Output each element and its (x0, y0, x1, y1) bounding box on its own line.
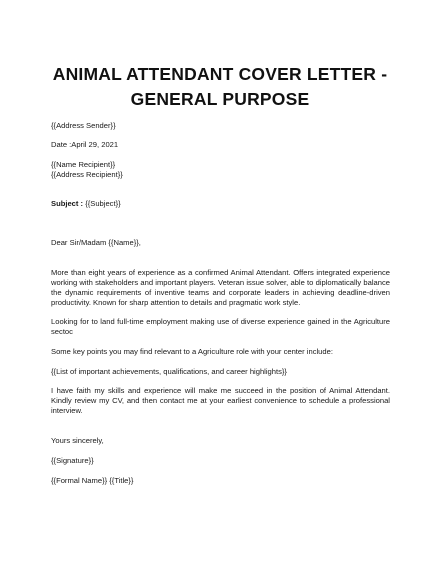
formal-name: {{Formal Name}} {{Title}} (51, 476, 134, 485)
page-title (20, 62, 420, 112)
salutation: Dear Sir/Madam {{Name}}, (51, 238, 141, 247)
subject-label: Subject : (51, 199, 84, 208)
title-line-1: ANIMAL ATTENDANT COVER LETTER - (52, 64, 388, 84)
closing: Yours sincerely, (51, 436, 104, 445)
title-line-2: GENERAL PURPOSE (130, 89, 310, 109)
subject-line (51, 199, 121, 209)
signature: {{Signature}} (51, 456, 94, 465)
letter-date: Date :April 29, 2021 (51, 140, 119, 149)
paragraph-achievements: {{List of important achievements, qualifications, and career highlights}} (51, 367, 287, 376)
address-recipient: {{Address Recipient}} (51, 170, 123, 179)
paragraph-key-points: Some key points you may find relevant to a Agriculture role with your center include: (51, 347, 333, 356)
name-recipient: {{Name Recipient}} (51, 160, 116, 169)
subject-value: {{Subject}} (83, 199, 121, 208)
paragraph-objective: Looking for to land full-time employment making use of diverse experience gained in the Agriculture sectoc (51, 317, 390, 336)
paragraph-closing-request: I have faith my skills and experience will make me succeed in the position of Animal Attendant. Kindly review my CV, and then contact me at your earliest convenience to schedule a professional interview. (51, 386, 390, 415)
address-sender: {{Address Sender}} (51, 121, 116, 130)
paragraph-experience: More than eight years of experience as a confirmed Animal Attendant. Offers integrated experience working with stakeholders and important players. Veteran issue solver, able to diplomatically balance the dynamic requirements of inventive teams and corporate leaders in achieving deadline-driven productivity. Known for sharp attention to details and pragmatic work style. (51, 268, 390, 307)
